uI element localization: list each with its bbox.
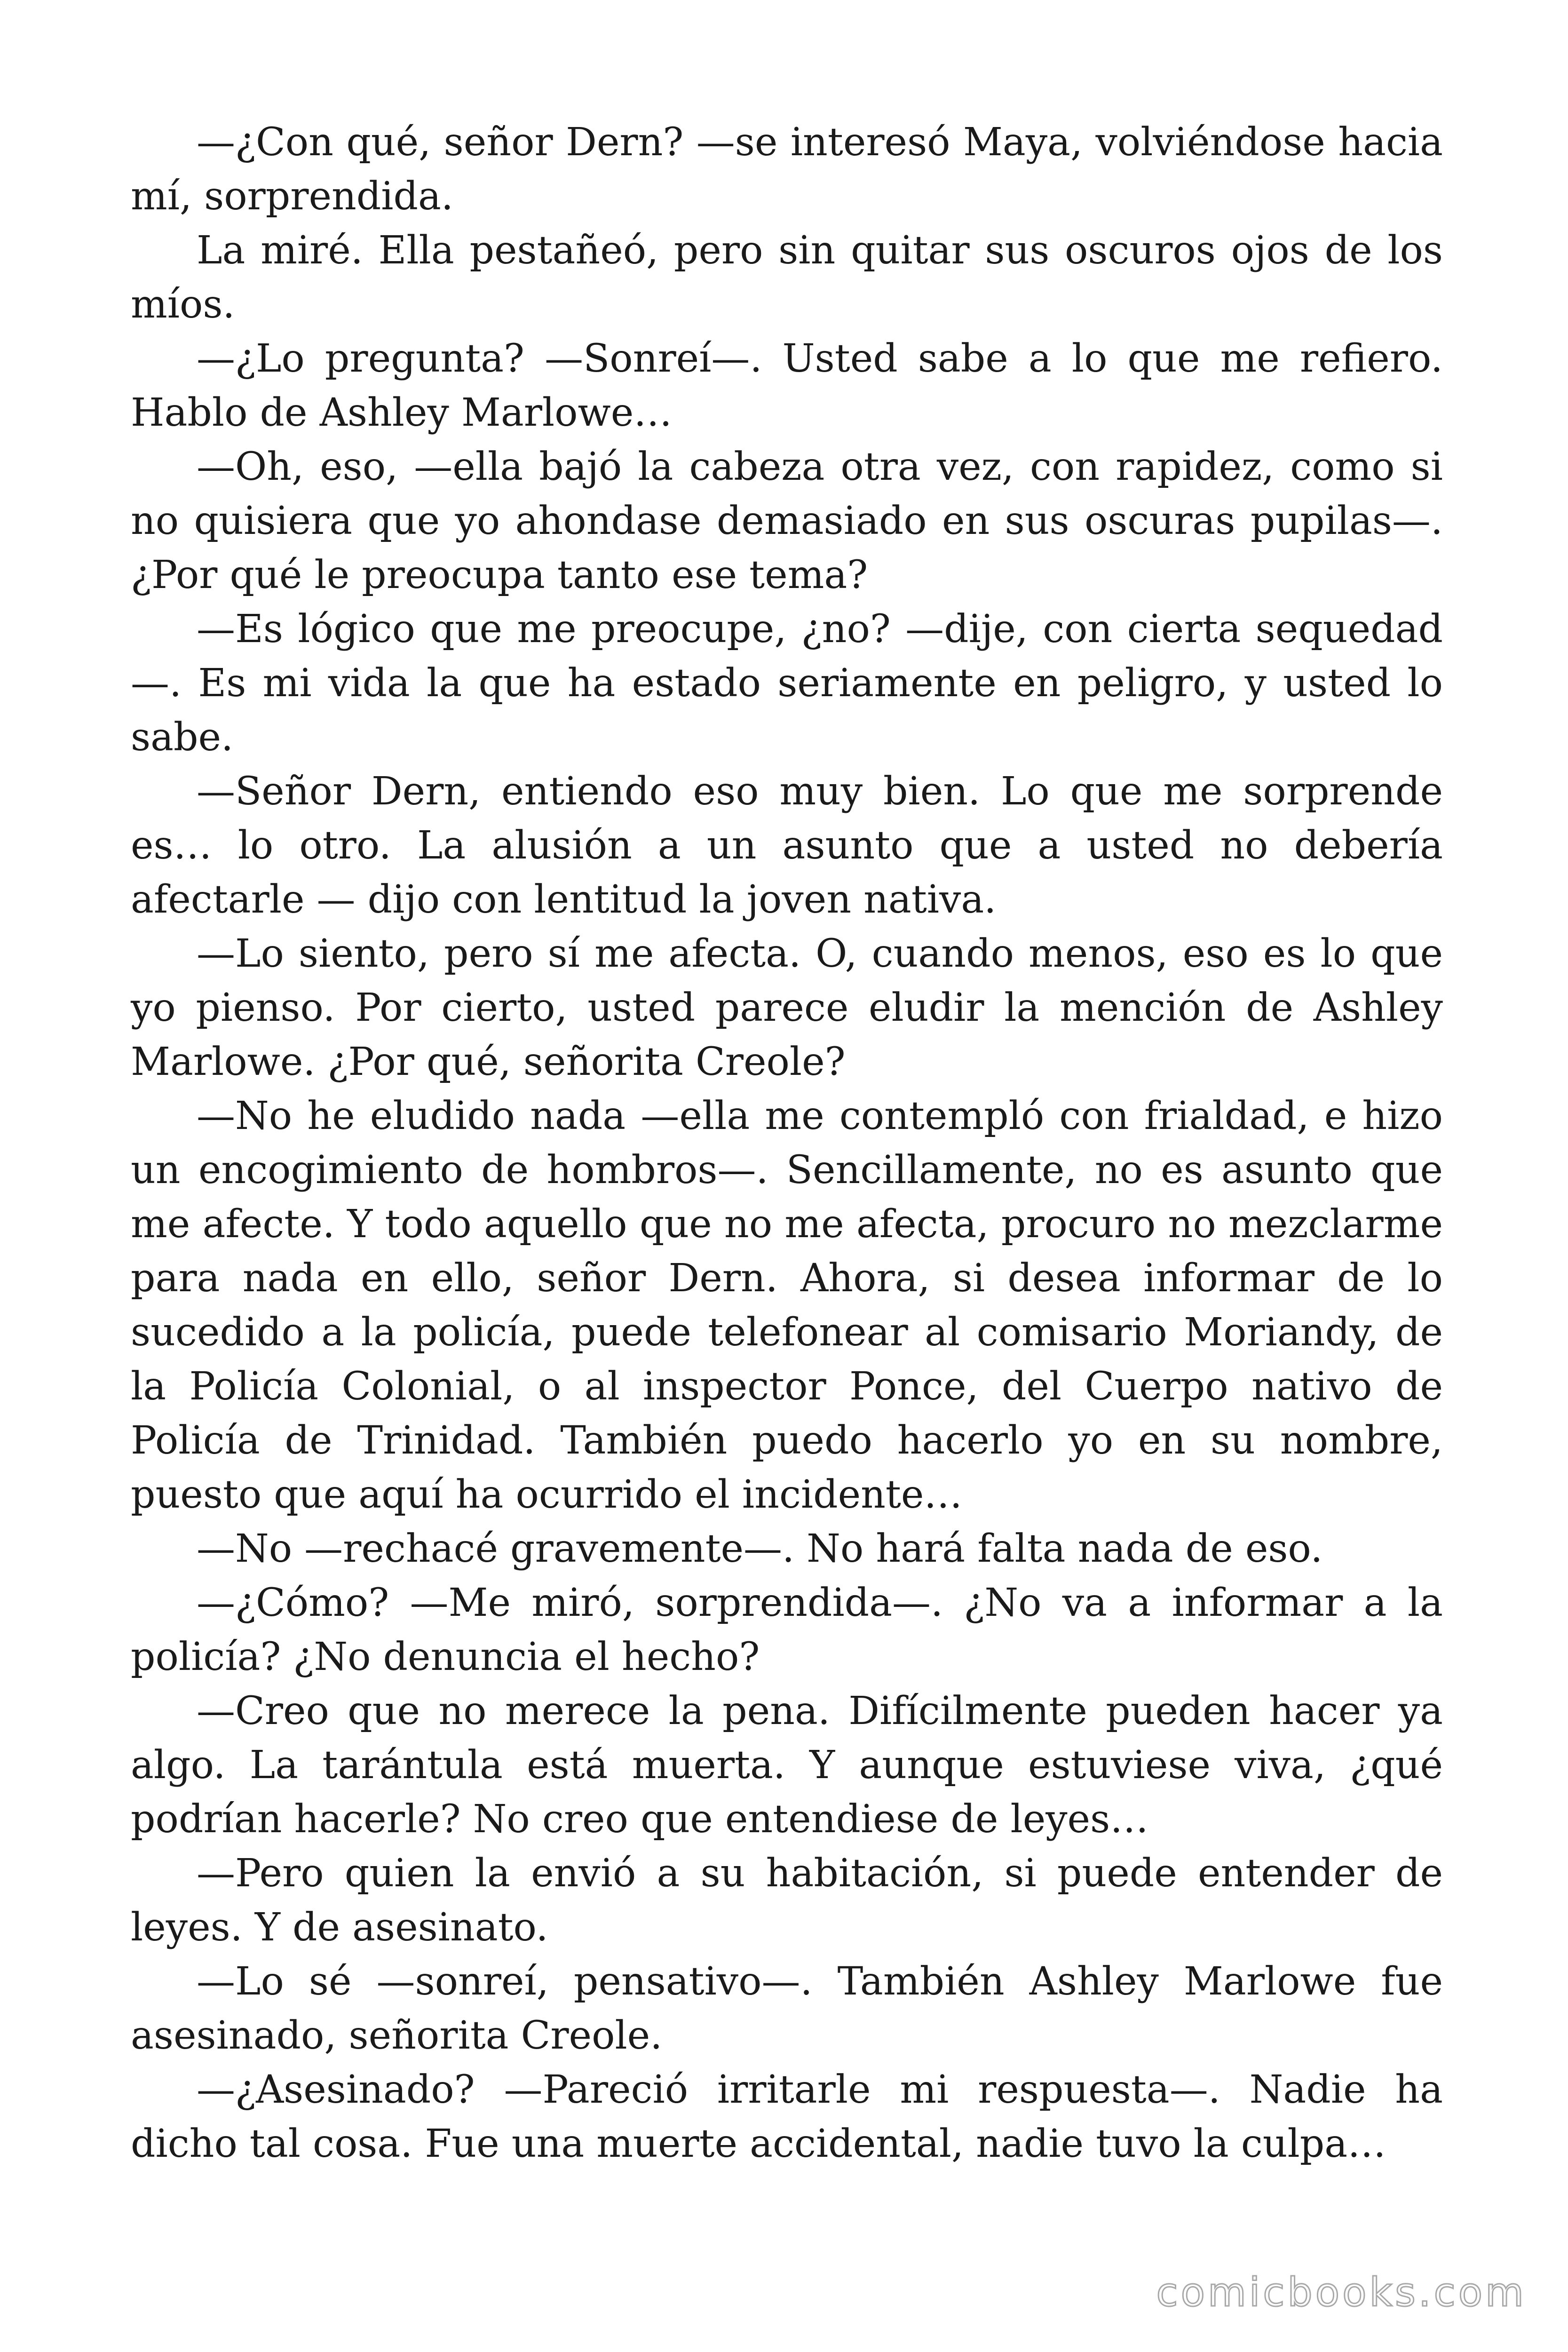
paragraph: —¿Asesinado? —Pareció irritarle mi respuesta—. Nadie ha dicho tal cosa. Fue una muerte accidental, nadie tuvo la culpa…: [131, 2067, 1443, 2166]
book-page-text: [131, 115, 1443, 2171]
paragraph: —¿Con qué, señor Dern? —se interesó Maya, volviéndose hacia mí, sorprendida.: [131, 120, 1443, 219]
paragraph: —¿Lo pregunta? —Sonreí—. Usted sabe a lo que me refiero. Hablo de Ashley Marlowe…: [131, 336, 1443, 435]
paragraph: —Lo sé —sonreí, pensativo—. También Ashley Marlowe fue asesinado, señorita Creole.: [131, 1959, 1443, 2058]
watermark: comicbooks.com: [1156, 2269, 1527, 2315]
paragraph: —No —rechacé gravemente—. No hará falta nada de eso.: [197, 1526, 1323, 1571]
paragraph: La miré. Ella pestañeó, pero sin quitar sus oscuros ojos de los míos.: [131, 228, 1443, 327]
paragraph: —Señor Dern, entiendo eso muy bien. Lo que me sorprende es… lo otro. La alusión a un asunto que a usted no debería afectarle — dijo con lentitud la joven nativa.: [131, 769, 1443, 922]
paragraph: —Pero quien la envió a su habitación, si puede entender de leyes. Y de asesinato.: [131, 1851, 1443, 1950]
paragraph: —Oh, eso, —ella bajó la cabeza otra vez, con rapidez, como si no quisiera que yo ahondase demasiado en sus oscuras pupilas—. ¿Por qué le preocupa tanto ese tema?: [131, 445, 1443, 597]
paragraph: —Lo siento, pero sí me afecta. O, cuando menos, eso es lo que yo pienso. Por cierto, usted parece eludir la mención de Ashley Marlowe. ¿Por qué, señorita Creole?: [131, 931, 1443, 1084]
paragraph: —Creo que no merece la pena. Difícilmente pueden hacer ya algo. La tarántula está muerta. Y aunque estuviese viva, ¿qué podrían hacerle? No creo que entendiese de leyes…: [131, 1689, 1443, 1842]
paragraph: —¿Cómo? —Me miró, sorprendida—. ¿No va a informar a la policía? ¿No denuncia el hecho?: [131, 1581, 1443, 1679]
paragraph: —No he eludido nada —ella me contempló con frialdad, e hizo un encogimiento de hombros—. Sencillamente, no es asunto que me afecte. Y todo aquello que no me afecta, procuro no mezclarme para nada en ello, señor Dern. Ahora, si desea informar de lo sucedido a la policía, puede telefonear al comisario Moriandy, de la Policía Colonial, o al inspector Ponce, del Cuerpo nativo de Policía de Trinidad. También puedo hacerlo yo en su nombre, puesto que aquí ha ocurrido el incidente…: [131, 1094, 1443, 1517]
paragraph: —Es lógico que me preocupe, ¿no? —dije, con cierta sequedad —. Es mi vida la que ha estado seriamente en peligro, y usted lo sabe.: [131, 607, 1443, 760]
